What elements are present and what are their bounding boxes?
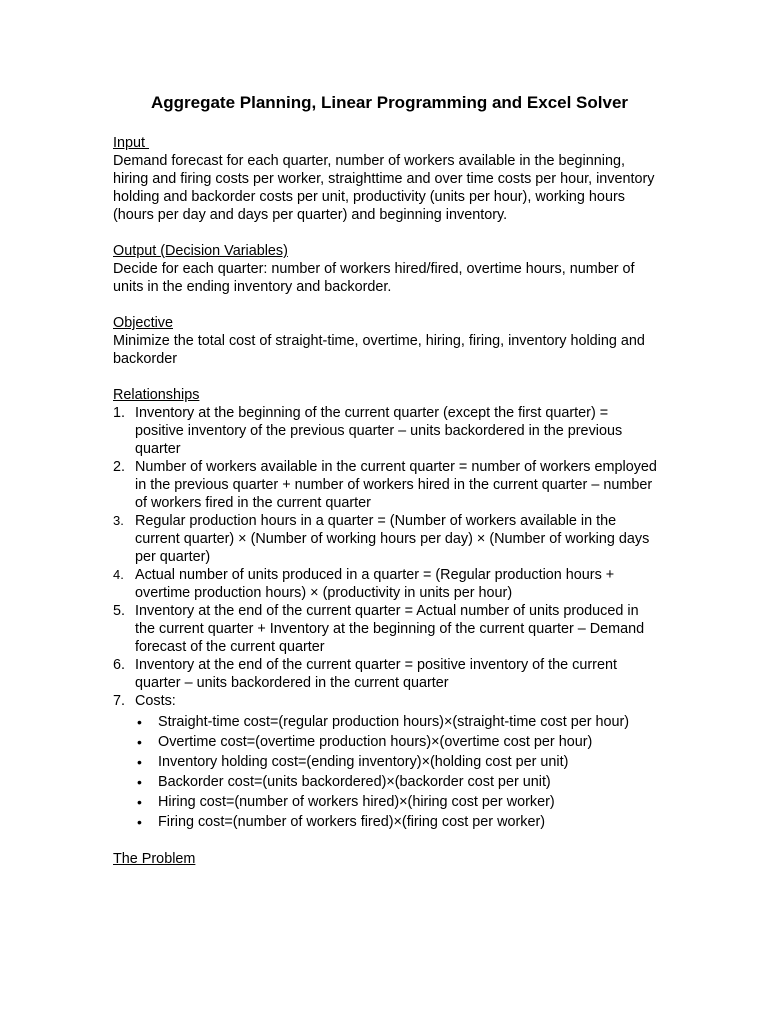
relationship-text: Inventory at the beginning of the current quarter (except the first quarter) = positive inventory of the previous quarter – units backordered in the previous quarter — [135, 405, 623, 457]
relationship-item — [113, 566, 658, 602]
relationship-text: Inventory at the end of the current quarter = Actual number of units produced in the current quarter + Inventory at the beginning of the current quarter – Demand forecast of the current quarter — [135, 603, 645, 655]
relationship-item — [113, 656, 658, 692]
relationship-item — [113, 458, 658, 512]
input-section — [113, 134, 658, 224]
cost-text: Hiring cost=(number of workers hired)×(hiring cost per worker) — [158, 794, 555, 810]
relationship-text: Number of workers available in the current quarter = number of workers employed in the previous quarter + number of workers hired in the current quarter – number of workers fired in the current quarter — [135, 459, 657, 511]
cost-text: Firing cost=(number of workers fired)×(firing cost per worker) — [158, 814, 546, 830]
cost-list — [135, 712, 658, 832]
input-text: Demand forecast for each quarter, number of workers available in the beginning, hiring and firing costs per worker, straighttime and over time costs per hour, inventory holding and backorder costs per unit, productivity (units per hour), working hours (hours per day and days per quarter) and beginning inventory. — [113, 153, 655, 223]
relationship-number: 3. — [113, 513, 124, 528]
relationship-text: Costs: — [135, 693, 176, 709]
relationship-number: 7. — [113, 693, 126, 709]
document-title: Aggregate Planning, Linear Programming and Excel Solver — [150, 93, 629, 112]
bullet-icon: • — [137, 714, 142, 730]
bullet-icon: • — [137, 734, 142, 750]
relationship-number: 6. — [113, 657, 126, 673]
cost-item — [135, 812, 658, 832]
problem-section — [113, 850, 658, 868]
relationship-text: Actual number of units produced in a quarter = (Regular production hours + overtime production hours) × (productivity in units per hour) — [135, 567, 615, 601]
cost-item — [135, 752, 658, 772]
cost-text: Straight-time cost=(regular production hours)×(straight-time cost per hour) — [158, 714, 630, 730]
relationship-number: 1. — [113, 405, 126, 421]
cost-item — [135, 732, 658, 752]
relationships-list — [113, 404, 658, 832]
relationships-heading: Relationships — [113, 387, 200, 403]
relationship-item — [113, 602, 658, 656]
relationship-item — [113, 692, 658, 832]
bullet-icon: • — [137, 754, 142, 770]
cost-item — [135, 792, 658, 812]
problem-heading: The Problem — [113, 851, 196, 867]
bullet-icon: • — [137, 814, 142, 830]
output-section — [113, 242, 658, 296]
relationship-number: 2. — [113, 459, 126, 475]
relationship-item — [113, 512, 658, 566]
cost-item — [135, 712, 658, 732]
bullet-icon: • — [137, 774, 142, 790]
input-heading: Input — [113, 135, 150, 151]
relationship-text: Inventory at the end of the current quarter = positive inventory of the current quarter – units backordered in the current quarter — [135, 657, 617, 691]
cost-text: Backorder cost=(units backordered)×(backorder cost per unit) — [158, 774, 551, 790]
objective-section — [113, 314, 658, 368]
output-heading: Output (Decision Variables) — [113, 243, 288, 259]
cost-text: Inventory holding cost=(ending inventory)×(holding cost per unit) — [158, 754, 569, 770]
relationship-number: 5. — [113, 603, 126, 619]
output-text: Decide for each quarter: number of workers hired/fired, overtime hours, number of units in the ending inventory and backorder. — [113, 261, 635, 295]
relationship-item — [113, 404, 658, 458]
objective-heading: Objective — [113, 315, 173, 331]
bullet-icon: • — [137, 794, 142, 810]
cost-item — [135, 772, 658, 792]
relationship-number: 4. — [113, 567, 124, 582]
relationships-section — [113, 386, 658, 832]
cost-text: Overtime cost=(overtime production hours)×(overtime cost per hour) — [158, 734, 593, 750]
relationship-text: Regular production hours in a quarter = (Number of workers available in the current quarter) × (Number of working hours per day) × (Number of working days per quarter) — [135, 513, 650, 565]
objective-text: Minimize the total cost of straight-time, overtime, hiring, firing, inventory holding and backorder — [113, 333, 645, 367]
